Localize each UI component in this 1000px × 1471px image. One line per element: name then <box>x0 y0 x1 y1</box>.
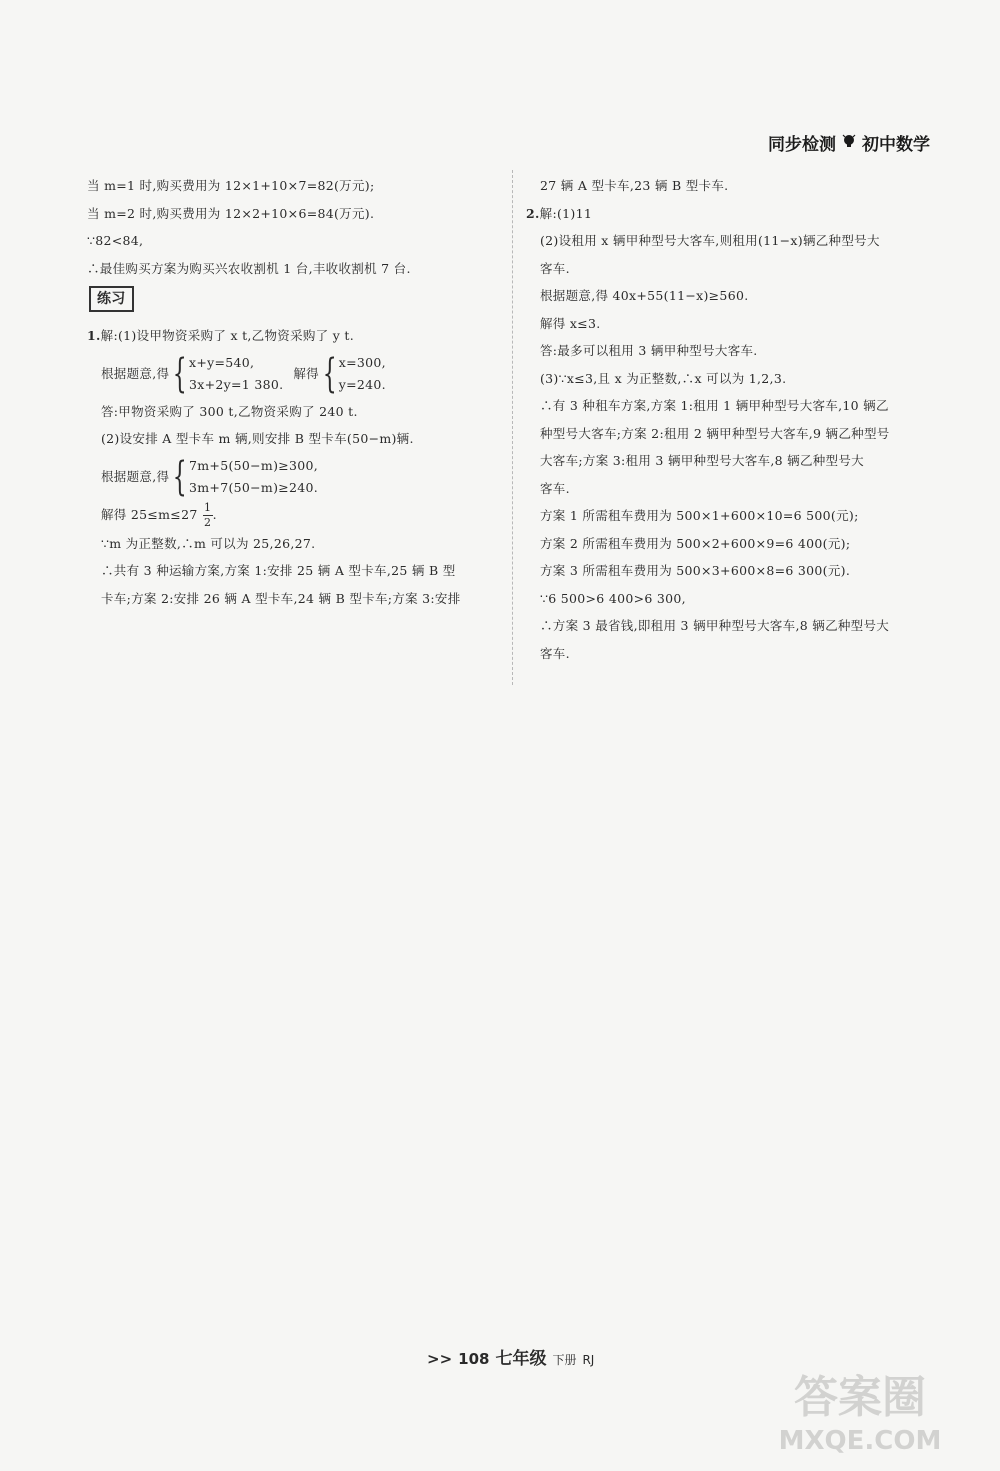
text-line: ∴最佳购买方案为购买兴农收割机 1 台,丰收收割机 7 台. <box>87 260 411 276</box>
text-line: 种型号大客车;方案 2:租用 2 辆甲种型号大客车,9 辆乙种型号 <box>540 425 890 441</box>
question-number: 2. <box>526 205 540 221</box>
system-solutions <box>339 352 386 396</box>
text-line: (2)设租用 x 辆甲种型号大客车,则租用(11−x)辆乙种型号大 <box>540 233 880 248</box>
page-footer <box>427 1344 594 1369</box>
system-prefix: 根据题意,得 <box>101 468 170 484</box>
question-2-intro <box>526 200 938 228</box>
series-title: 同步检测 <box>768 135 836 155</box>
fraction <box>203 501 213 530</box>
text-line: 方案 3 所需租车费用为 500×3+600×8=6 300(元). <box>540 563 851 578</box>
volume-label: 下册 <box>552 1353 577 1367</box>
inequality-system-1 <box>87 455 495 499</box>
inequality: 7m+5(50−m)≥300, <box>189 457 319 473</box>
column-divider <box>512 170 513 685</box>
right-column <box>526 172 938 667</box>
text-line: ∵m 为正整数,∴m 可以为 25,26,27. <box>101 535 316 551</box>
solve-label: 解得 <box>293 365 319 381</box>
edition-label: RJ <box>582 1353 595 1367</box>
text-line: 当 m=1 时,购买费用为 12×1+10×7=82(万元); <box>87 178 375 193</box>
equation: 3x+2y=1 380. <box>189 376 284 392</box>
solution: x=300, <box>338 354 386 370</box>
text-line: 客车. <box>540 260 570 276</box>
text-line: ∵82<84, <box>87 233 144 248</box>
subject-title: 初中数学 <box>862 135 930 155</box>
brace-icon: { <box>322 350 337 397</box>
text-line: 大客车;方案 3:租用 3 辆甲种型号大客车,8 辆乙种型号大 <box>540 453 864 468</box>
brace-icon: { <box>173 453 188 500</box>
fraction-denominator: 2 <box>203 515 212 529</box>
answer-line: 答:最多可以租用 3 辆甲种型号大客车. <box>540 343 758 358</box>
question-number: 1. <box>87 328 101 343</box>
fraction-numerator: 1 <box>203 500 212 514</box>
page-number: 108 <box>458 1350 490 1368</box>
text-line: 解得 x≤3. <box>540 315 601 331</box>
text-line: ∵6 500>6 400>6 300, <box>540 590 686 606</box>
text-line: 方案 2 所需租车费用为 500×2+600×9=6 400(元); <box>540 535 851 551</box>
text-line: ∴共有 3 种运输方案,方案 1:安排 25 辆 A 型卡车,25 辆 B 型 <box>101 563 456 578</box>
text-line: 卡车;方案 2:安排 26 辆 A 型卡车,24 辆 B 型卡车;方案 3:安排 <box>101 590 461 606</box>
system-prefix: 根据题意,得 <box>101 365 170 381</box>
solution: y=240. <box>338 376 386 392</box>
system-inequalities <box>189 455 318 499</box>
text-line: ∴有 3 种租车方案,方案 1:租用 1 辆甲种型号大客车,10 辆乙 <box>540 398 889 413</box>
brace-icon: { <box>173 350 188 397</box>
equation-system-1 <box>87 352 495 396</box>
answer-line: 答:甲物资采购了 300 t,乙物资采购了 240 t. <box>101 403 358 419</box>
equation: x+y=540, <box>189 354 255 370</box>
footer-arrows: >> <box>427 1350 453 1368</box>
system-equations <box>189 352 283 396</box>
watermark-logo <box>760 1357 960 1457</box>
solve-text: 解得 25≤m≤27 <box>101 506 198 522</box>
text-line: (3)∵x≤3,且 x 为正整数,∴x 可以为 1,2,3. <box>540 370 787 386</box>
question-1-intro <box>87 322 495 350</box>
watermark-text-cn: 答案圈 <box>794 1372 926 1423</box>
solve-line <box>87 501 495 530</box>
text-line: 客车. <box>540 480 570 496</box>
text-line: 方案 1 所需租车费用为 500×1+600×10=6 500(元); <box>540 508 859 523</box>
text-line: 当 m=2 时,购买费用为 12×2+10×6=84(万元). <box>87 205 375 221</box>
inequality: 3m+7(50−m)≥240. <box>189 479 319 495</box>
page-header <box>768 130 930 155</box>
grade-label: 七年级 <box>495 1349 547 1369</box>
text-line: ∴方案 3 最省钱,即租用 3 辆甲种型号大客车,8 辆乙种型号大 <box>540 618 890 633</box>
text-line: 客车. <box>540 645 570 661</box>
text-line: 27 辆 A 型卡车,23 辆 B 型卡车. <box>540 178 729 193</box>
question-text: 解:(1)11 <box>539 205 593 221</box>
solve-suffix: . <box>212 506 217 522</box>
bulb-icon <box>842 133 856 153</box>
part-2-line: (2)设安排 A 型卡车 m 辆,则安排 B 型卡车(50−m)辆. <box>101 431 414 446</box>
left-column <box>87 172 495 612</box>
section-label-practice: 练习 <box>89 286 134 312</box>
question-text: 解:(1)设甲物资采购了 x t,乙物资采购了 y t. <box>100 328 354 343</box>
text-line: 根据题意,得 40x+55(11−x)≥560. <box>540 288 749 303</box>
watermark-text-url: MXQE.COM <box>778 1426 942 1456</box>
